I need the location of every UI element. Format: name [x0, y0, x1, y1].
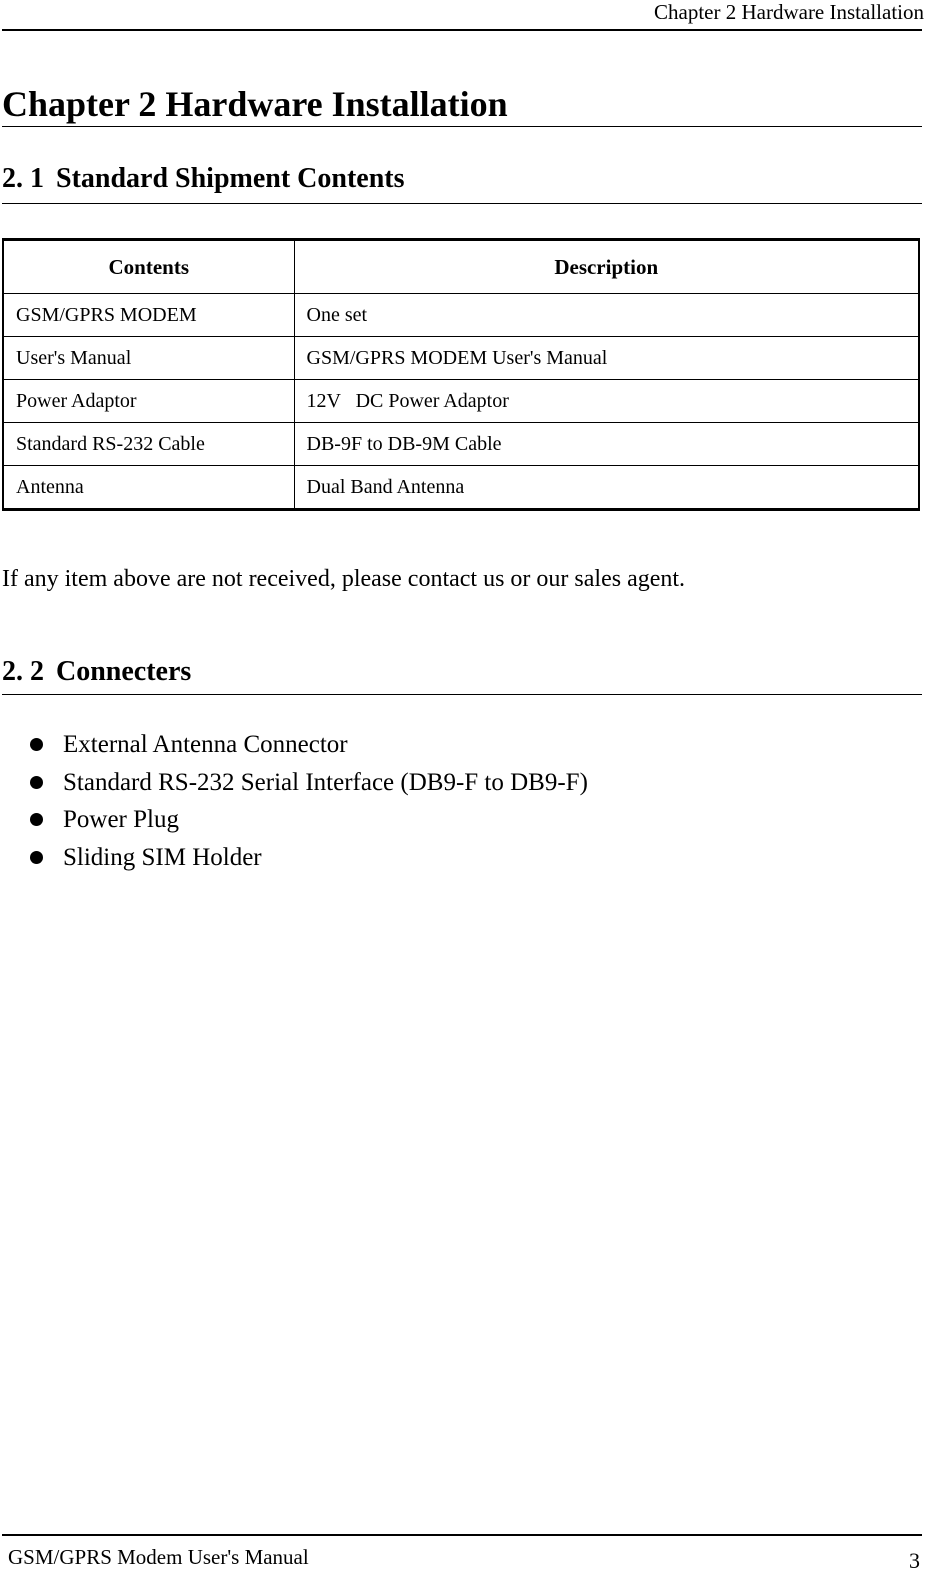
table-row — [3, 466, 919, 510]
bullet-icon — [30, 813, 43, 826]
list-item-text: Power Plug — [63, 806, 179, 833]
column-header-description: Description — [294, 240, 919, 294]
chapter-rule — [2, 126, 922, 127]
bullet-icon — [30, 851, 43, 864]
section-title-connecters — [2, 655, 191, 689]
section-number: 2. 1 — [2, 163, 44, 194]
missing-items-note: If any item above are not received, please contact us or our sales agent. — [2, 566, 686, 592]
table-row — [3, 423, 919, 466]
running-footer: GSM/GPRS Modem User's Manual — [8, 1545, 309, 1569]
page-number: 3 — [909, 1548, 920, 1573]
list-item — [30, 839, 588, 877]
footer-rule — [2, 1534, 922, 1536]
table-cell-contents: Standard RS-232 Cable — [3, 423, 294, 466]
running-header: Chapter 2 Hardware Installation — [654, 0, 924, 24]
shipment-contents-table — [2, 238, 920, 511]
section-rule — [2, 694, 922, 695]
list-item — [30, 726, 588, 764]
list-item — [30, 801, 588, 839]
table-cell-contents: GSM/GPRS MODEM — [3, 294, 294, 337]
list-item — [30, 764, 588, 802]
table-cell-contents: User's Manual — [3, 337, 294, 380]
table-cell-description: One set — [294, 294, 919, 337]
list-item-text: Sliding SIM Holder — [63, 843, 262, 871]
header-rule — [2, 29, 922, 31]
table-cell-description: Dual Band Antenna — [294, 466, 919, 510]
table-cell-contents: Antenna — [3, 466, 294, 510]
bullet-icon — [30, 738, 43, 751]
connector-list — [30, 726, 588, 876]
list-item-text: Standard RS-232 Serial Interface (DB9-F to DB9-F) — [63, 768, 588, 796]
table-cell-description: 12V DC Power Adaptor — [294, 380, 919, 423]
table-header-row — [3, 240, 919, 294]
column-header-contents: Contents — [3, 240, 294, 294]
table-row — [3, 380, 919, 423]
table-cell-description: GSM/GPRS MODEM User's Manual — [294, 337, 919, 380]
table-cell-contents: Power Adaptor — [3, 380, 294, 423]
table-row — [3, 337, 919, 380]
table-cell-description: DB-9F to DB-9M Cable — [294, 423, 919, 466]
section-heading-text: Connecters — [56, 656, 192, 687]
section-title-shipment — [2, 162, 405, 196]
list-item-text: External Antenna Connector — [63, 731, 348, 758]
chapter-title: Chapter 2 Hardware Installation — [2, 84, 508, 124]
section-rule — [2, 203, 922, 204]
section-heading-text: Standard Shipment Contents — [56, 163, 405, 194]
section-number: 2. 2 — [2, 656, 44, 687]
bullet-icon — [30, 776, 43, 789]
table-row — [3, 294, 919, 337]
